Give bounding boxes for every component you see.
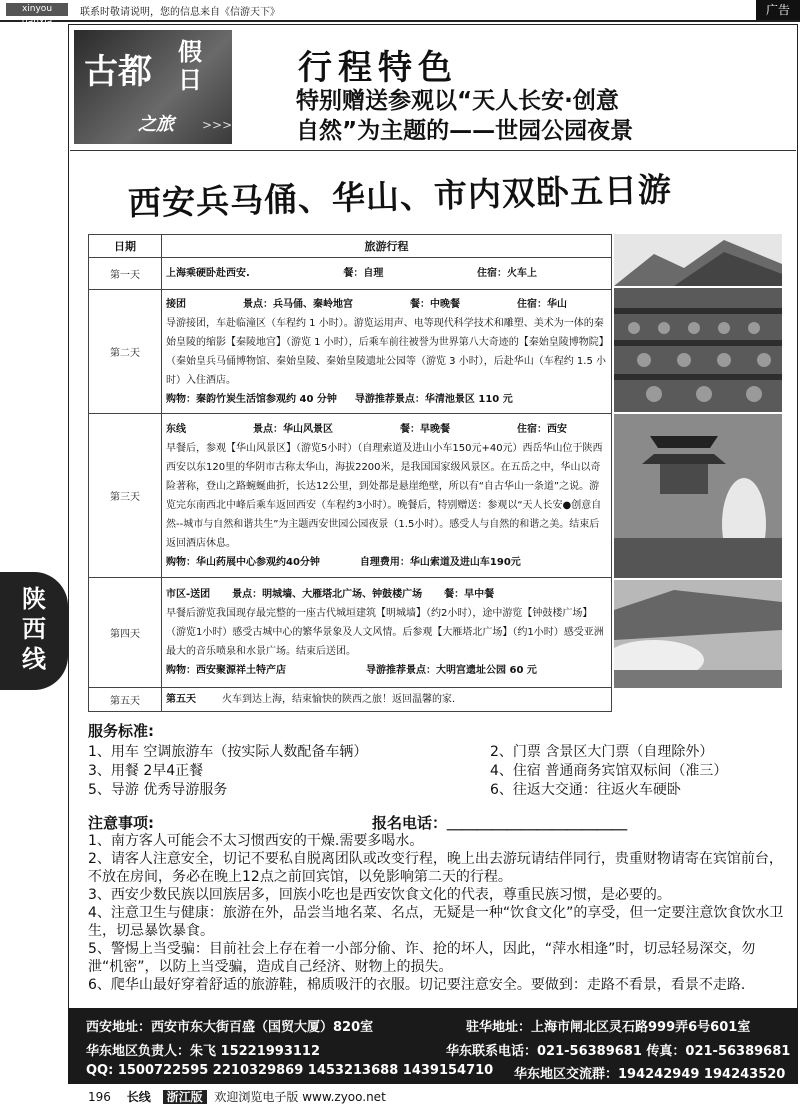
day-body (162, 290, 612, 414)
d1-hotel: 住宿：火车上 (477, 268, 537, 279)
d3-type: 东线 (166, 423, 186, 435)
logo-arrows: >>> (202, 118, 233, 132)
photo-river (614, 580, 782, 688)
logo-text-jiari: 假日 (178, 37, 202, 94)
day-body (162, 578, 612, 688)
contact-bar (68, 1008, 798, 1084)
ad-tag: 广告 (756, 0, 800, 20)
table-header-row (89, 235, 612, 258)
service-1: 1、用车 空调旅游车（按实际人数配备车辆） (88, 744, 368, 760)
d1-meal: 餐：自理 (343, 268, 384, 279)
headline-title: 行程特色 (298, 48, 458, 88)
d3-extra: 自理费用：华山索道及进山车190元 (359, 556, 521, 568)
route-title: 西安兵马俑、华山、市内双卧五日游 (127, 169, 673, 223)
day-label: 第一天 (89, 258, 162, 290)
logo-text-zhilv: 之旅 (138, 114, 174, 135)
notes-list (88, 832, 788, 994)
header-itinerary: 旅游行程 (162, 235, 612, 258)
brand-logo (74, 30, 232, 144)
table-row (89, 578, 612, 688)
d3-desc: 早餐后，参观【华山风景区】（游览5小时）（自理索道及进山小车150元+40元）西岳华山位于陕西西安以东120里的华阴市古称太华山，海拔2200米，是我国国家级风景区。在五岳之中，华山以奇险著称，登山之路蜿蜒曲折，长达12公里，到处都是悬崖绝壁，所以有“自古华山一条道”之说。游览完东南西北中峰后乘车返回西安（车程约3小时）。晚餐后，特别赠送：参观以“天人长安●创意自然--城市与自然和谐共生”为主题西安世园公园夜景（1.5小时）。感受人与自然的和谐之美。结束后返回酒店休息。 (166, 442, 603, 549)
notes-heading: 注意事项: (88, 814, 154, 832)
photo-expo-park (614, 414, 782, 578)
d5-title: 第五天 (166, 694, 196, 705)
publisher-logo: xinyou tianxia (6, 3, 68, 16)
day-label: 第四天 (89, 578, 162, 688)
d2-recommend: 导游推荐景点：华清池景区 110 元 (354, 393, 513, 405)
service-heading: 服务标准: (88, 722, 154, 740)
region-tab (0, 572, 68, 690)
headline-sub-line2: 自然”为主题的——世园公园夜景 (296, 118, 634, 144)
day-body (162, 258, 612, 290)
page-number: 196 (88, 1090, 111, 1104)
note-item: 3、西安少数民族以回族居多，回族小吃也是西安饮食文化的代表，尊重民族习惯，是必要的。 (88, 887, 671, 903)
service-6: 6、往返大交通：往返火车硬卧 (490, 782, 681, 798)
top-notice: 联系时敬请说明，您的信息来自《信游天下》 (80, 7, 280, 18)
manager-contact: 华东地区负责人：朱飞 15221993112 (86, 1044, 321, 1059)
d1-route: 上海乘硬卧赴西安. (166, 268, 250, 279)
header-day: 日期 (89, 235, 162, 258)
footer-text: 欢迎浏览电子版 www.zyoo.net (214, 1090, 386, 1104)
service-3: 3、用餐 2早4正餐 (88, 763, 204, 779)
note-item: 1、南方客人可能会不太习惯西安的干燥.需要多喝水。 (88, 833, 424, 849)
headline-sub-line1: 特别赠送参观以“天人长安·创意 (296, 88, 619, 114)
qq-numbers: QQ: 1500722595 2210329869 1453213688 1439154710 (86, 1063, 494, 1078)
region-char: 西 (22, 615, 46, 643)
service-5: 5、导游 优秀导游服务 (88, 782, 228, 798)
divider (70, 150, 796, 151)
day-label: 第二天 (89, 290, 162, 414)
day-label: 第三天 (89, 414, 162, 578)
table-row (89, 688, 612, 712)
signup-phone: 报名电话：＿＿＿＿＿＿＿＿＿＿＿＿ (372, 814, 628, 832)
region-char: 陕 (22, 585, 46, 613)
d2-shopping: 购物：秦韵竹炭生活馆参观约 40 分钟 (166, 393, 337, 405)
page-footer (88, 1088, 386, 1105)
category: 长线 (126, 1090, 151, 1104)
day-body (162, 414, 612, 578)
edition-tag: 浙江版 (163, 1090, 207, 1104)
note-item: 2、请客人注意安全，切记不要私自脱离团队或改变行程，晚上出去游玩请结伴同行，贵重财物请寄在宾馆前台，不放在房间，务必在晚上12点之前回宾馆，以免影响第二天的行程。 (88, 851, 783, 885)
logo-text-gudu: 古都 (84, 52, 152, 92)
xian-address: 西安地址：西安市东大街百盛（国贸大厦）820室 (86, 1020, 374, 1035)
d2-sights: 景点：兵马俑、秦岭地宫 (243, 298, 353, 310)
table-row (89, 258, 612, 290)
table-row (89, 290, 612, 414)
day-body (162, 688, 612, 712)
day-label: 第五天 (89, 688, 162, 712)
d4-type: 市区-送团 (166, 589, 211, 600)
service-2: 2、门票 含景区大门票（自理除外） (490, 744, 714, 760)
photo-mountain (614, 234, 782, 286)
itinerary-table (88, 234, 612, 712)
d4-sights: 景点：明城墙、大雁塔北广场、钟鼓楼广场 (232, 589, 423, 600)
top-bar (0, 0, 800, 27)
d2-desc: 导游接团，车赴临潼区（车程约 1 小时）。游览运用声、电等现代科学技术和雕塑、美术为一体的秦始皇陵的缩影【秦陵地宫】（游览 1 小时），后乘车前往被誉为世界第八大奇迹的【秦始皇陵博物院】（秦始皇兵马俑博物馆、秦始皇陵、秦始皇陵遗址公园等（游览 3 小时），后赴华山（车程约 1.5 小时）入住酒店。 (166, 317, 606, 386)
d4-recommend: 导游推荐景点：大明宫遗址公园 60 元 (366, 665, 537, 676)
photo-terracotta (614, 288, 782, 412)
region-char: 线 (22, 645, 46, 673)
d4-shopping: 购物：西安聚源祥土特产店 (166, 665, 286, 676)
d2-type: 接团 (166, 298, 186, 310)
d5-desc: 火车到达上海，结束愉快的陕西之旅！返回温馨的家. (222, 694, 456, 705)
d2-meal: 餐：中晚餐 (410, 298, 460, 310)
note-item: 5、警惕上当受骗：目前社会上存在着一小部分偷、诈、抢的坏人，因此，“萍水相逢”时，切忌轻易深交，勿泄“机密”，以防上当受骗，造成自己经济、财物上的损失。 (88, 941, 756, 975)
service-4: 4、住宿 普通商务宾馆双标间（准三） (490, 763, 728, 779)
note-item: 4、注意卫生与健康：旅游在外，品尝当地名菜、名点，无疑是一种“饮食文化”的享受，但一定要注意饮食饮水卫生，切忌暴饮暴食。 (88, 905, 784, 939)
d2-hotel: 住宿：华山 (517, 298, 567, 310)
d4-meal: 餐：早中餐 (444, 589, 495, 600)
note-item: 6、爬华山最好穿着舒适的旅游鞋，棉质吸汗的衣服。切记要注意安全。要做到：走路不看景，看景不走路. (88, 977, 746, 993)
phone-fax: 华东联系电话：021-56389681 传真：021-56389681 (446, 1044, 791, 1059)
table-row (89, 414, 612, 578)
d3-hotel: 住宿：西安 (517, 423, 567, 435)
d3-meal: 餐：早晚餐 (400, 423, 450, 435)
qq-group: 华东地区交流群：194242949 194243520 (514, 1067, 786, 1082)
shanghai-address: 驻华地址：上海市闸北区灵石路999弄6号601室 (466, 1020, 751, 1035)
d3-shopping: 购物：华山药展中心参观约40分钟 (166, 556, 320, 568)
d3-sights: 景点：华山风景区 (253, 423, 333, 435)
d4-desc: 早餐后游览我国现存最完整的一座古代城垣建筑【明城墙】（约2小时），途中游览【钟鼓楼广场】（游览1小时）感受古城中心的繁华景象及人文风情。后参观【大雁塔北广场】（约1小时）感受亚洲最大的音乐喷泉和水景广场。结束后送团。 (166, 608, 604, 657)
headline-sub (296, 86, 746, 146)
